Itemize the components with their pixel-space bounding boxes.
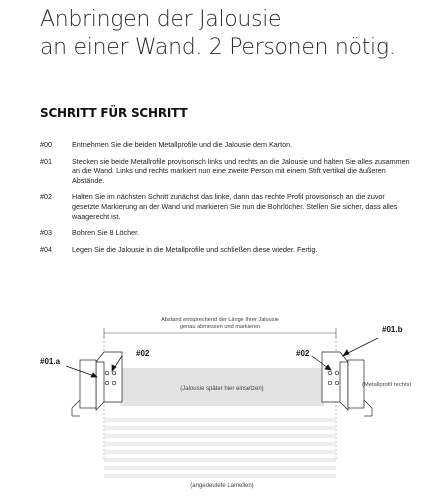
step-03 xyxy=(40,228,410,238)
tag-left-profile: #01.a xyxy=(40,357,61,366)
tag-holes-left: #02 xyxy=(136,349,150,358)
left-metal-profile xyxy=(72,352,122,416)
step-text: Bohren Sie 8 Löcher. xyxy=(72,228,140,238)
step-list xyxy=(40,140,410,261)
step-number: #00 xyxy=(40,140,52,149)
page-title xyxy=(40,6,410,62)
step-00 xyxy=(40,140,410,150)
step-01 xyxy=(40,157,410,186)
step-04 xyxy=(40,245,410,255)
step-text: Entnehmen Sie die beiden Metallprofile und die Jalousie dem Karton. xyxy=(72,140,293,149)
step-number: #02 xyxy=(40,192,52,202)
step-text: Halten Sie im nächsten Schritt zunächst das linke, dann das rechte Profil provisorisch an die zuvor gesetzte Markierung an der Wand und markieren Sie nun die Bohrlöcher. Stellen Sie sicher, dass alles waagerecht ist. xyxy=(72,192,398,221)
step-number: #04 xyxy=(40,244,52,254)
measure-label-1: Abstand entsprechend der Länge Ihrer Jalousie xyxy=(161,317,279,323)
measure-label-2: genau abmessen und markieren xyxy=(179,324,261,330)
step-number: #01 xyxy=(40,156,52,166)
step-text: Legen Sie die Jalousie in die Metallprofile und schließen diese wieder. Fertig. xyxy=(72,244,318,254)
title-line-2: an einer Wand. 2 Personen nötig. xyxy=(40,35,396,60)
title-line-1: Anbringen der Jalousie xyxy=(40,7,282,32)
section-heading: SCHRITT FÜR SCHRITT xyxy=(40,106,188,120)
step-02 xyxy=(40,192,410,221)
slats-label: (angedeutete Lamellen) xyxy=(190,483,254,489)
mounting-diagram xyxy=(0,290,424,500)
step-number: #03 xyxy=(40,228,52,238)
step-text: Stecken sie beide Metallrofile provisorisch links und rechts an die Jalousie und halten Sie alles zusammen an die Wand. Links und rechts markiert nun eine zweite Person mit einem Stift vertikal die äußeren Abstände. xyxy=(72,156,410,185)
slats xyxy=(104,418,336,478)
blind-label: (Jalousie später hier einsetzen) xyxy=(180,386,264,392)
tag-right-profile: #01.b xyxy=(382,325,403,334)
tag-holes-right: #02 xyxy=(296,349,310,358)
right-profile-label: (Metallprofil rechts) xyxy=(362,382,412,388)
